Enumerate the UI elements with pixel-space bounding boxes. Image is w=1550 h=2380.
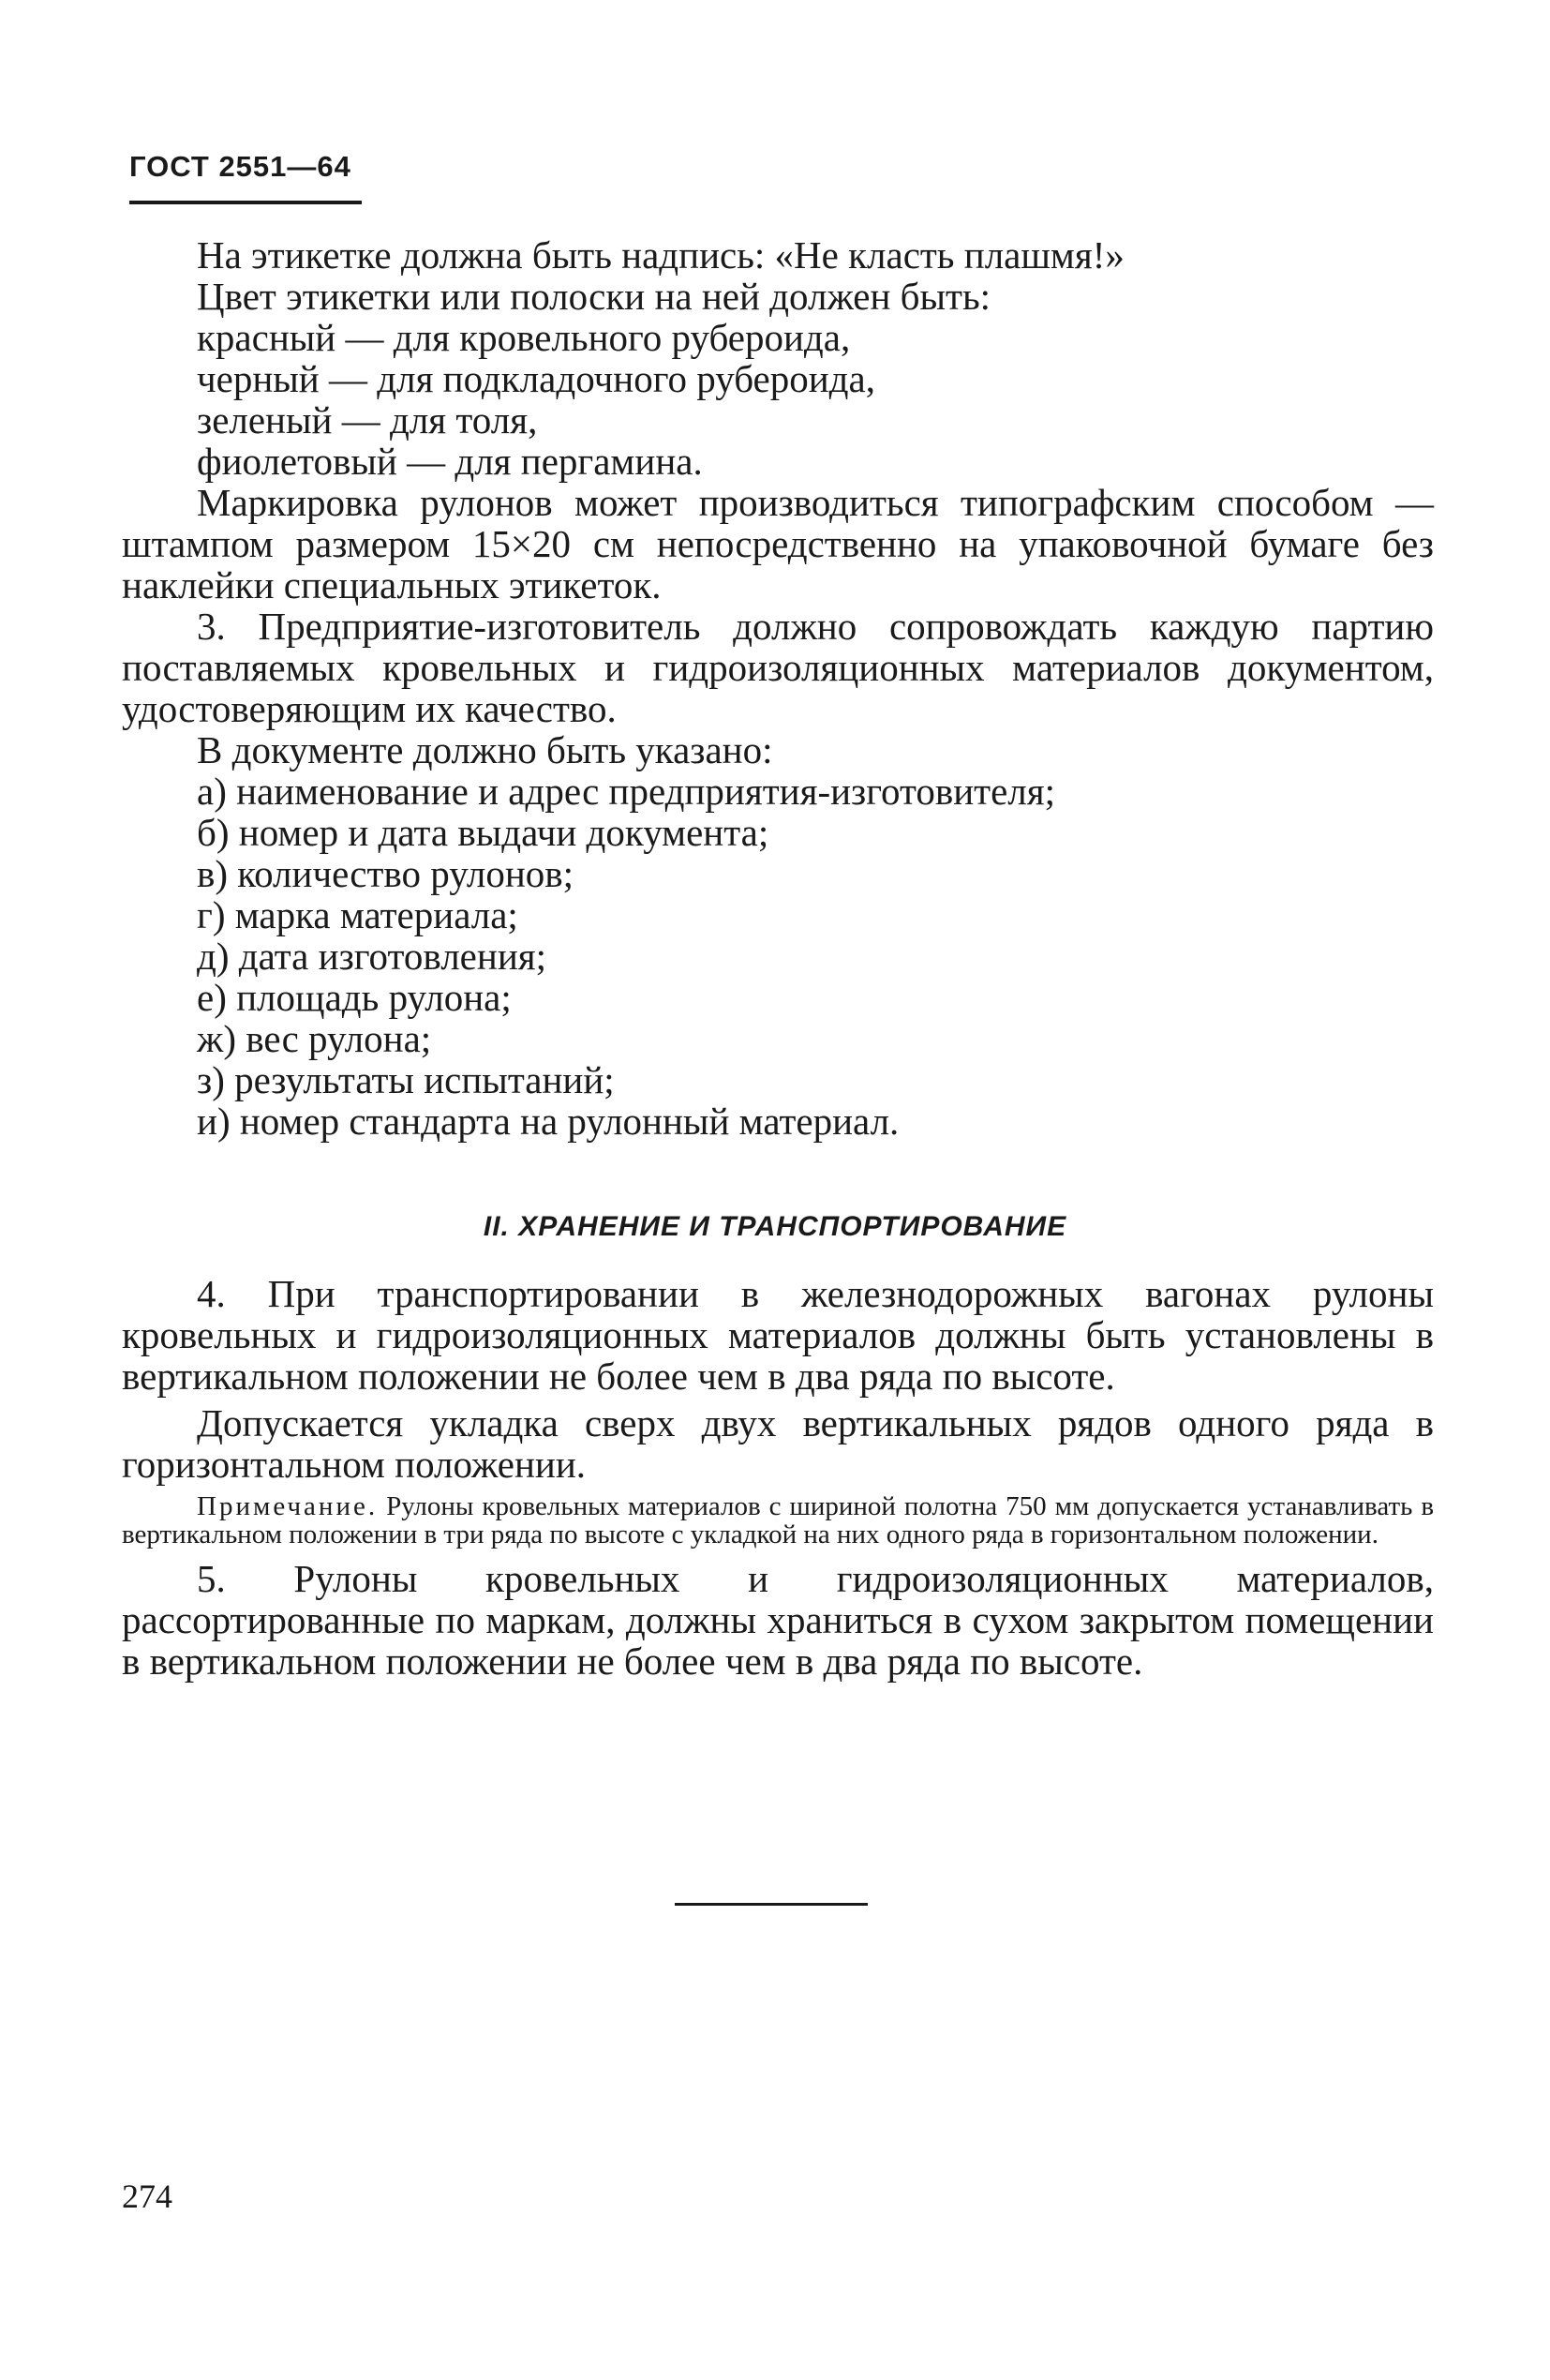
page-number: 274 [122,2178,172,2215]
document-header: ГОСТ 2551—64 [129,150,351,183]
list-item: ж) вес рулона; [197,1017,432,1060]
header-underline [129,201,362,204]
note-label: Примечание. [197,1491,379,1521]
document-contents-intro: В документе должно быть указано: [197,728,773,771]
section-1-body [122,234,1434,1142]
list-item: и) номер стандарта на рулонный материал. [197,1100,900,1143]
label-inscription-paragraph: На этикетке должна быть надпись: «Не класть плашмя!» [197,233,1125,277]
document-contents-list [122,771,1434,1142]
list-item: зеленый — для толя, [197,398,538,442]
label-color-intro: Цвет этикетки или полоски на ней должен быть: [197,275,991,318]
item-4-paragraph: 4. При транспортировании в железнодорожных вагонах рулоны кровельных и гидроизоляционных материалов должны быть установлены в вертикальном положении не более чем в два ряда по высоте. [122,1272,1434,1398]
list-item: д) дата изготовления; [197,935,547,978]
section-2-body [122,1273,1434,1682]
list-item: б) номер и дата выдачи документа; [197,811,769,854]
list-item: черный — для подкладочного рубероида, [197,357,875,400]
list-item: фиолетовый — для пергамина. [197,440,703,483]
end-of-text-rule [675,1903,868,1906]
label-color-list [122,317,1434,482]
list-item: а) наименование и адрес предприятия-изготовителя; [197,770,1055,813]
list-item: в) количество рулонов; [197,852,574,895]
note-paragraph [122,1492,1434,1549]
item-4-extra-paragraph: Допускается укладка сверх двух вертикальных рядов одного ряда в горизонтальном положении. [122,1401,1434,1486]
section-2-title: II. ХРАНЕНИЕ И ТРАНСПОРТИРОВАНИЕ [483,1211,1067,1242]
marking-paragraph: Маркировка рулонов может производиться типографским способом — штампом размером 15×20 см непосредственно на упаковочной бумаге без наклейки специальных этикеток. [122,481,1434,606]
list-item: г) марка материала; [197,893,518,936]
list-item: красный — для кровельного рубероида, [197,316,851,359]
item-5-paragraph: 5. Рулоны кровельных и гидроизоляционных материалов, рассортированные по маркам, должны храниться в сухом закрытом помещении в вертикальном положении не более чем в два ряда по высоте. [122,1557,1434,1683]
list-item: е) площадь рулона; [197,976,512,1019]
list-item: з) результаты испытаний; [197,1058,615,1101]
item-3-paragraph: 3. Предприятие-изготовитель должно сопровождать каждую партию поставляемых кровельных и гидроизоляционных материалов документом, удостоверяющим их качество. [122,605,1434,730]
note-text: Рулоны кровельных материалов с шириной полотна 750 мм допускается устанавливать в вертикальном положении в три ряда по высоте с укладкой на них одного ряда в горизонтальном положении. [122,1491,1435,1549]
